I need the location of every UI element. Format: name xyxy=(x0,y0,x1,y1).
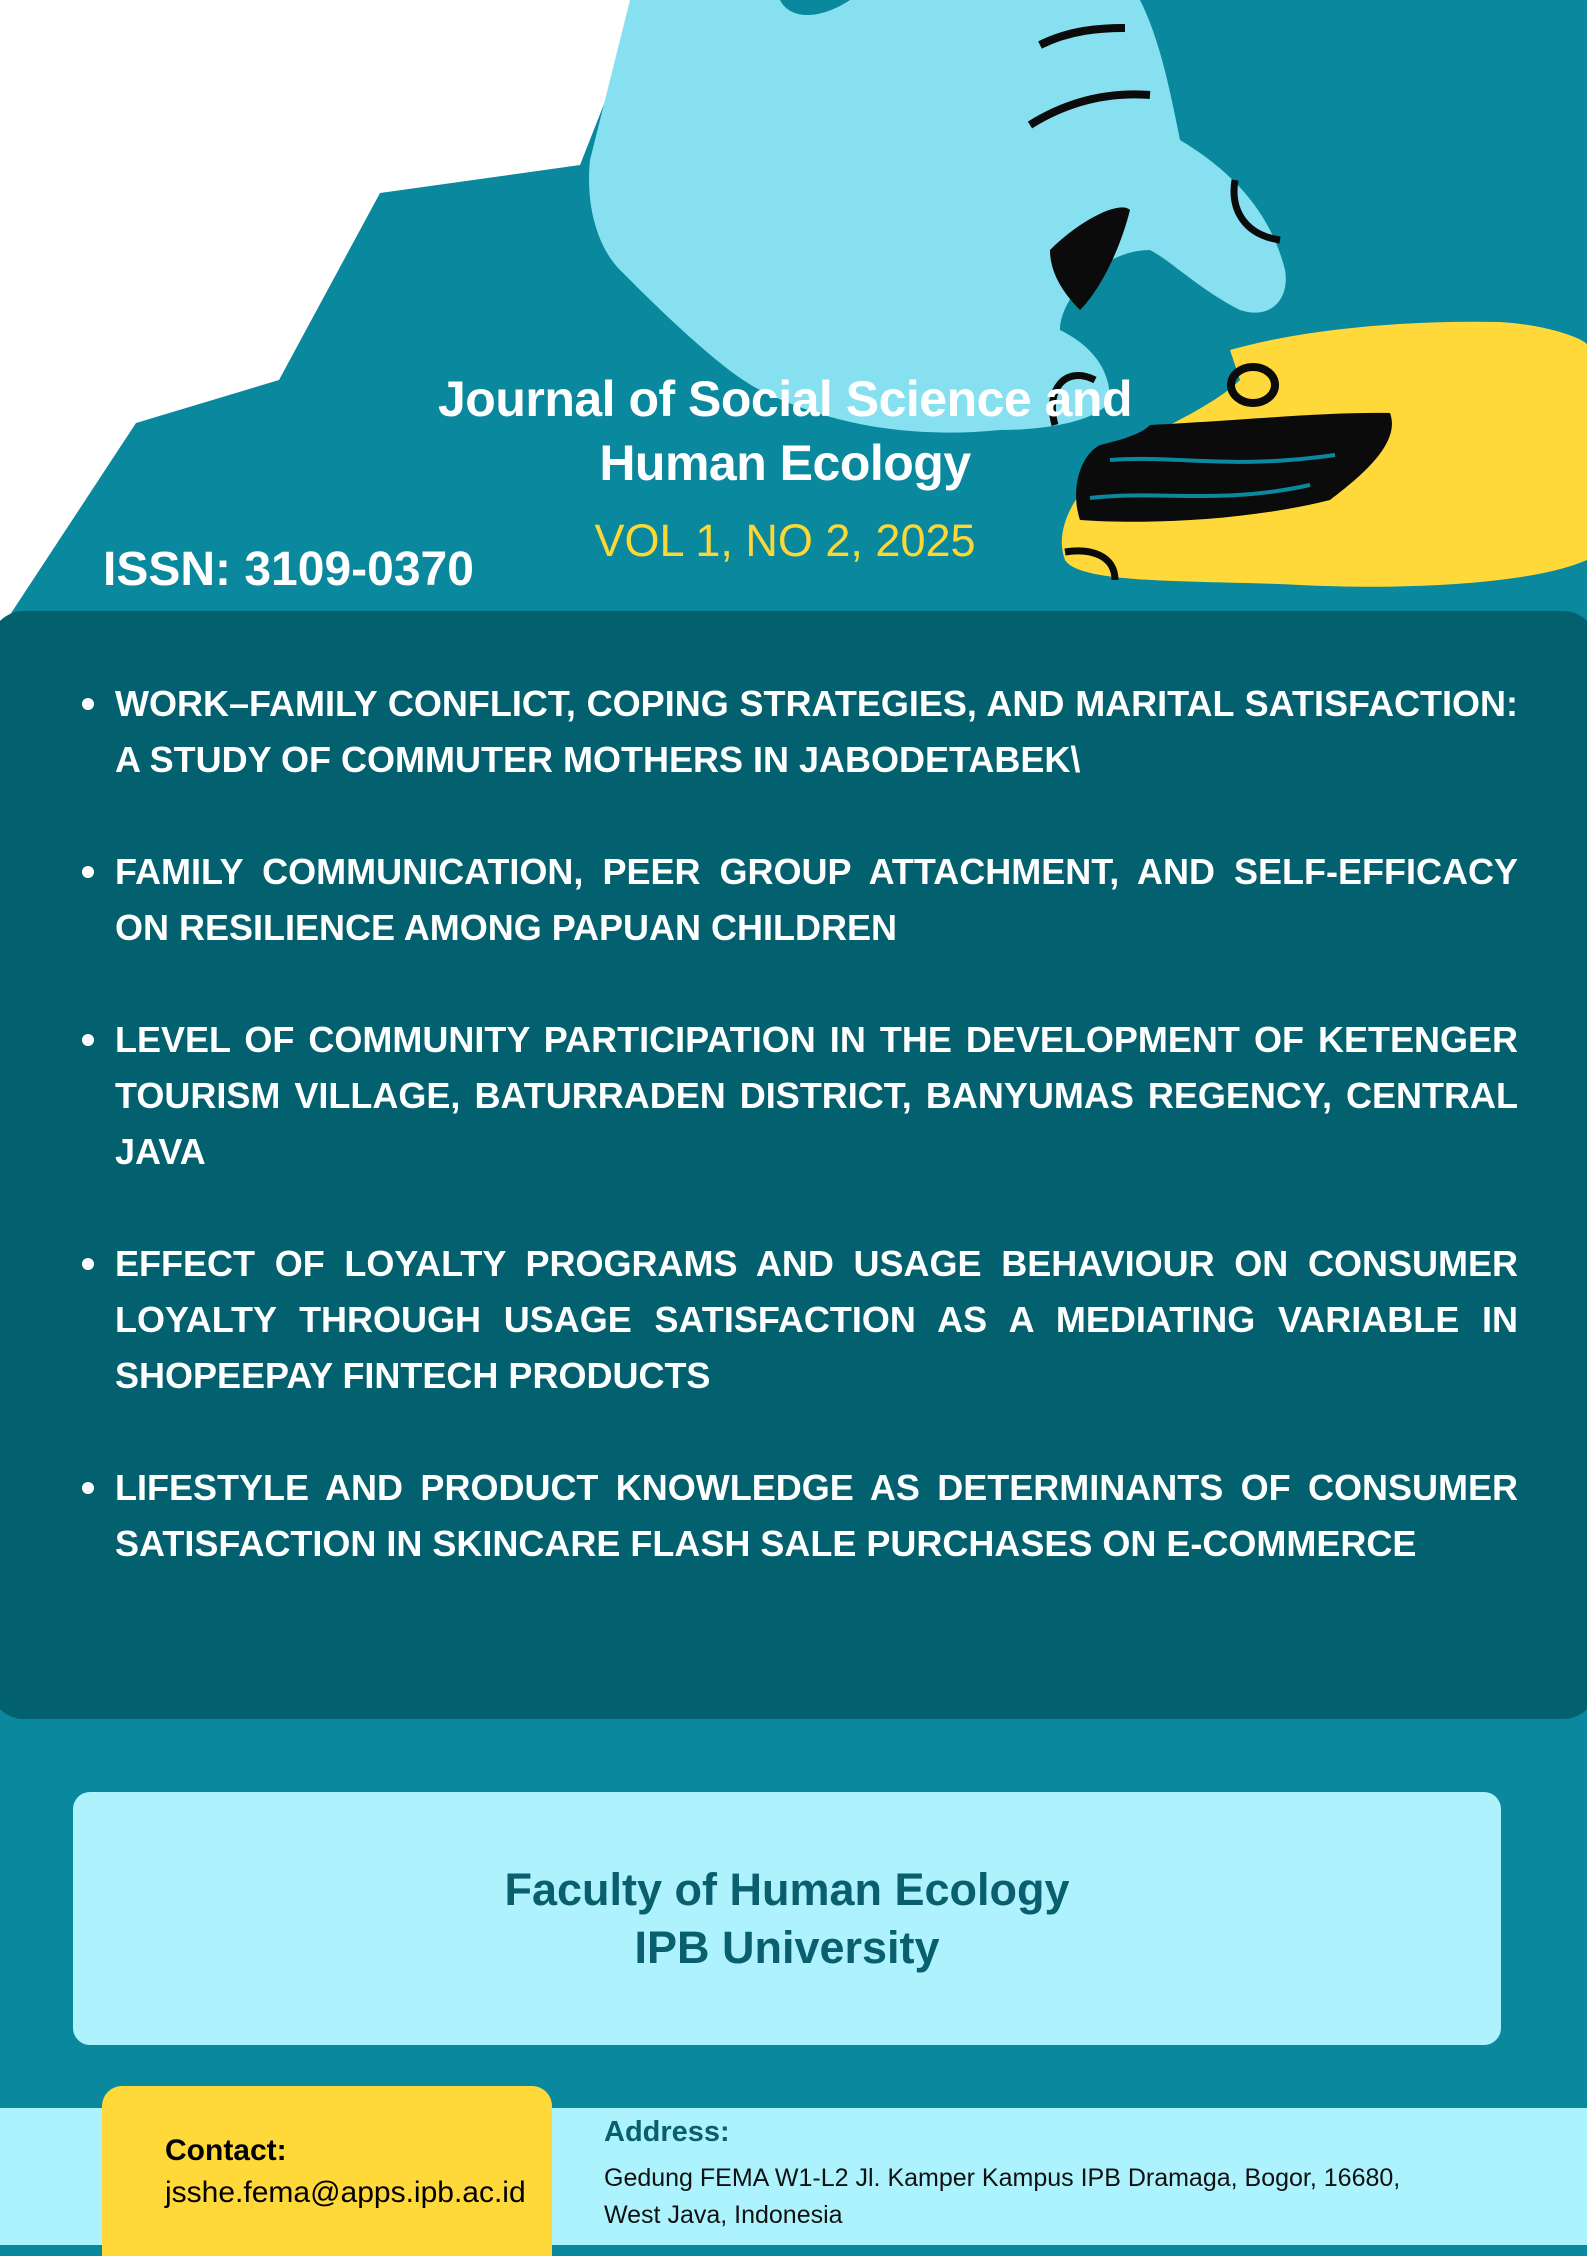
contact-label: Contact: xyxy=(165,2134,287,2167)
bullet-icon xyxy=(82,1034,94,1046)
address-label: Address: xyxy=(604,2116,730,2148)
journal-title-line1: Journal of Social Science and xyxy=(437,371,1133,427)
article-title: WORK–FAMILY CONFLICT, COPING STRATEGIES, AND MARITAL SATISFACTION: A STUDY OF COMMUTER MOTHERS IN JABODETABEK\ xyxy=(115,683,1518,780)
address-line2: West Java, Indonesia xyxy=(604,2201,843,2229)
article-item xyxy=(82,1236,1518,1404)
contact-box xyxy=(102,2086,552,2256)
address-line1: Gedung FEMA W1-L2 Jl. Kamper Kampus IPB Dramaga, Bogor, 16680, xyxy=(604,2164,1401,2192)
article-item xyxy=(82,1460,1518,1572)
article-item xyxy=(82,676,1518,788)
contact-email[interactable]: jsshe.fema@apps.ipb.ac.id xyxy=(165,2176,526,2209)
journal-title-line2: Human Ecology xyxy=(599,435,971,491)
blue-hand-illustration xyxy=(589,0,1286,433)
article-title: EFFECT OF LOYALTY PROGRAMS AND USAGE BEHAVIOUR ON CONSUMER LOYALTY THROUGH USAGE SATISFACTION AS A MEDIATING VARIABLE IN SHOPEEPAY FINTECH PRODUCTS xyxy=(115,1243,1518,1396)
article-list xyxy=(82,676,1518,1628)
address-text xyxy=(604,2160,1400,2234)
article-item xyxy=(82,1012,1518,1180)
publisher-box xyxy=(73,1792,1501,2045)
publisher-faculty: Faculty of Human Ecology xyxy=(504,1863,1070,1915)
bullet-icon xyxy=(82,698,94,710)
bullet-icon xyxy=(82,866,94,878)
issn: ISSN: 3109-0370 xyxy=(103,543,474,596)
bullet-icon xyxy=(82,1482,94,1494)
article-item xyxy=(82,844,1518,956)
article-title: FAMILY COMMUNICATION, PEER GROUP ATTACHMENT, AND SELF-EFFICACY ON RESILIENCE AMONG PAPUAN CHILDREN xyxy=(115,851,1518,948)
volume-issue: VOL 1, NO 2, 2025 xyxy=(594,515,976,566)
bullet-icon xyxy=(82,1258,94,1270)
article-title: LEVEL OF COMMUNITY PARTICIPATION IN THE DEVELOPMENT OF KETENGER TOURISM VILLAGE, BATURRADEN DISTRICT, BANYUMAS REGENCY, CENTRAL JAVA xyxy=(115,1019,1518,1172)
publisher-university: IPB University xyxy=(634,1921,940,1973)
article-title: LIFESTYLE AND PRODUCT KNOWLEDGE AS DETERMINANTS OF CONSUMER SATISFACTION IN SKINCARE FLASH SALE PURCHASES ON E-COMMERCE xyxy=(115,1467,1518,1564)
